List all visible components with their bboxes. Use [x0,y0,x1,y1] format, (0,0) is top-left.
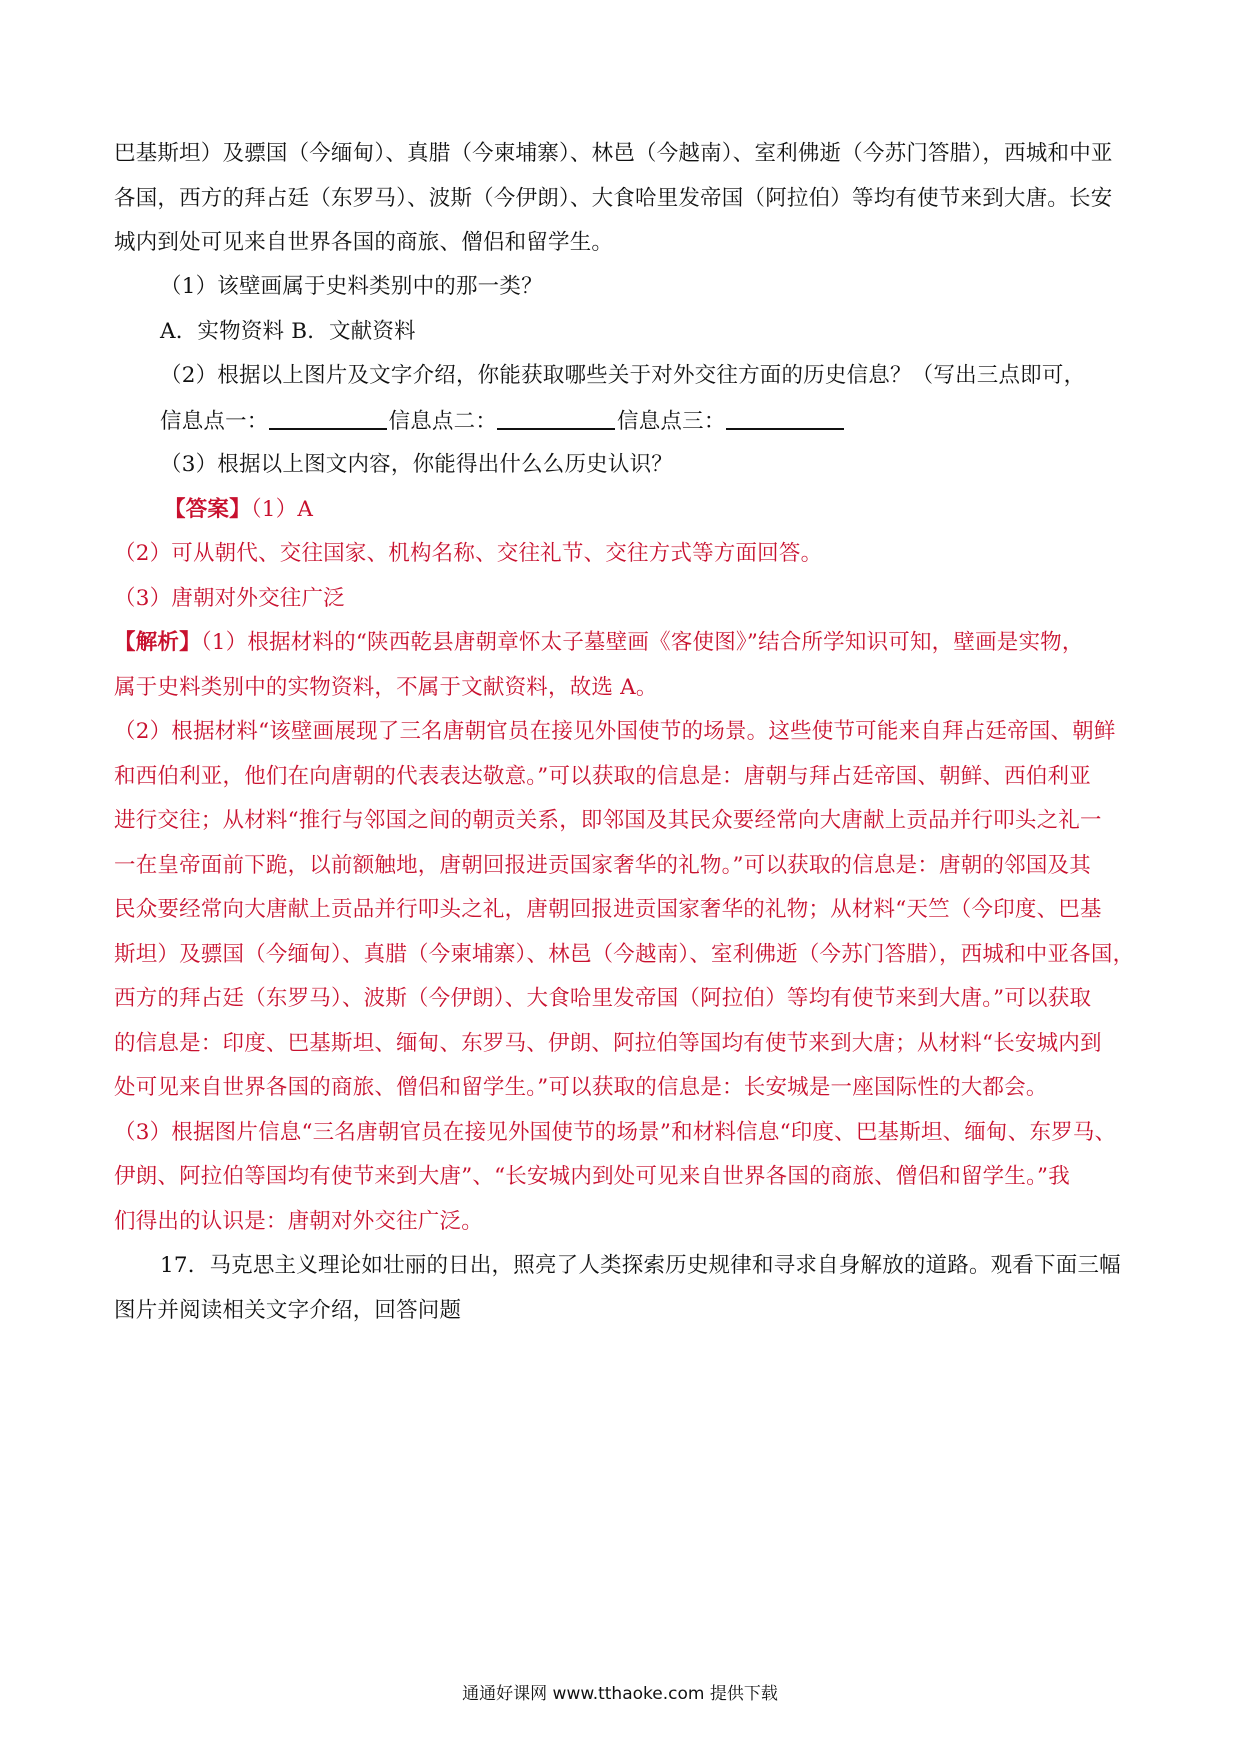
info-point-2-blank[interactable] [497,406,615,430]
analysis-line-9: 西方的拜占廷（东罗马）、波斯（今伊朗）、大食哈里发帝国（阿拉伯）等均有使节来到大唐。”可以获取 [114,986,1092,1011]
info-point-3-label: 信息点三： [617,409,726,434]
info-point-2-label: 信息点二： [388,409,498,434]
analysis-line-3: （2）根据材料“该壁画展现了三名唐朝官员在接见外国使节的场景。这些使节可能来自拜占廷帝国、朝鲜 [114,719,1116,744]
analysis-line-11: 处可见来自世界各国的商旅、僧侣和留学生。”可以获取的信息是：长安城是一座国际性的大都会。 [114,1075,1048,1100]
question-1: （1）该壁画属于史料类别中的那一类？ [160,274,543,299]
analysis-line-4: 和西伯利亚，他们在向唐朝的代表表达敬意。”可以获取的信息是：唐朝与拜占廷帝国、朝鲜、西伯利亚 [114,764,1091,789]
analysis-line-13: 伊朗、阿拉伯等国均有使节来到大唐”、“长安城内到处可见来自世界各国的商旅、僧侣和留学生。”我 [114,1164,1070,1189]
analysis-line-5: 进行交往；从材料“推行与邻国之间的朝贡关系，即邻国及其民众要经常向大唐献上贡品并行叩头之礼一 [114,808,1102,833]
analysis-line-12: （3）根据图片信息“三名唐朝官员在接见外国使节的场景”和材料信息“印度、巴基斯坦、缅甸、东罗马、 [114,1120,1117,1145]
question-2: （2）根据以上图片及文字介绍，你能获取哪些关于对外交往方面的历史信息？（写出三点即可， [160,363,1086,388]
analysis-line-7: 民众要经常向大唐献上贡品并行叩头之礼，唐朝回报进贡国家奢华的礼物；从材料“天竺（今印度、巴基 [114,897,1102,922]
analysis-label: 【解析】 [114,630,201,655]
material-line-2: 各国，西方的拜占廷（东罗马）、波斯（今伊朗）、大食哈里发帝国（阿拉伯）等均有使节来到大唐。长安 [114,186,1113,211]
page-footer: 通通好课网 www.tthaoke.com 提供下载 [462,1684,778,1704]
analysis-line-6: 一在皇帝面前下跪，以前额触地，唐朝回报进贡国家奢华的礼物。”可以获取的信息是：唐朝的邻国及其 [114,853,1091,878]
analysis-line-14: 们得出的认识是：唐朝对外交往广泛。 [114,1209,483,1234]
material-line-1: 巴基斯坦）及骠国（今缅甸）、真腊（今柬埔寨）、林邑（今越南）、室利佛逝（今苏门答腊），西城和中亚 [114,141,1113,166]
analysis-line-10: 的信息是：印度、巴基斯坦、缅甸、东罗马、伊朗、阿拉伯等国均有使节来到大唐；从材料“长安城内到 [114,1031,1102,1056]
answer-3: （3）唐朝对外交往广泛 [114,586,345,611]
question-17-line-1: 17．马克思主义理论如壮丽的日出，照亮了人类探索历史规律和寻求自身解放的道路。观看下面三幅 [160,1253,1121,1278]
question-3: （3）根据以上图文内容，你能得出什么么历史认识？ [160,452,673,477]
analysis-line-1-text: （1）根据材料的“陕西乾县唐朝章怀太子墓壁画《客使图》”结合所学知识可知，壁画是实物， [200,630,1084,655]
analysis-line-1 [114,628,1134,658]
analysis-line-8: 斯坦）及骠国（今缅甸）、真腊（今柬埔寨）、林邑（今越南）、室利佛逝（今苏门答腊），西城和中亚各国， [114,942,1135,967]
question-17-line-2: 图片并阅读相关文字介绍，回答问题 [114,1298,462,1323]
answer-1-text: （1）A [250,497,314,522]
question-1-options: A．实物资料 B．文献资料 [160,319,416,344]
info-point-1-blank[interactable] [269,406,387,430]
question-2-points [160,406,1180,437]
answer-2: （2）可从朝代、交往国家、机构名称、交往礼节、交往方式等方面回答。 [114,541,823,566]
answer-1 [164,495,1184,525]
analysis-line-2: 属于史料类别中的实物资料，不属于文献资料，故选 A。 [114,675,658,700]
answer-label: 【答案】 [164,497,251,522]
material-line-3: 城内到处可见来自世界各国的商旅、僧侣和留学生。 [114,230,614,255]
info-point-3-blank[interactable] [726,406,844,430]
info-point-1-label: 信息点一： [160,409,269,434]
